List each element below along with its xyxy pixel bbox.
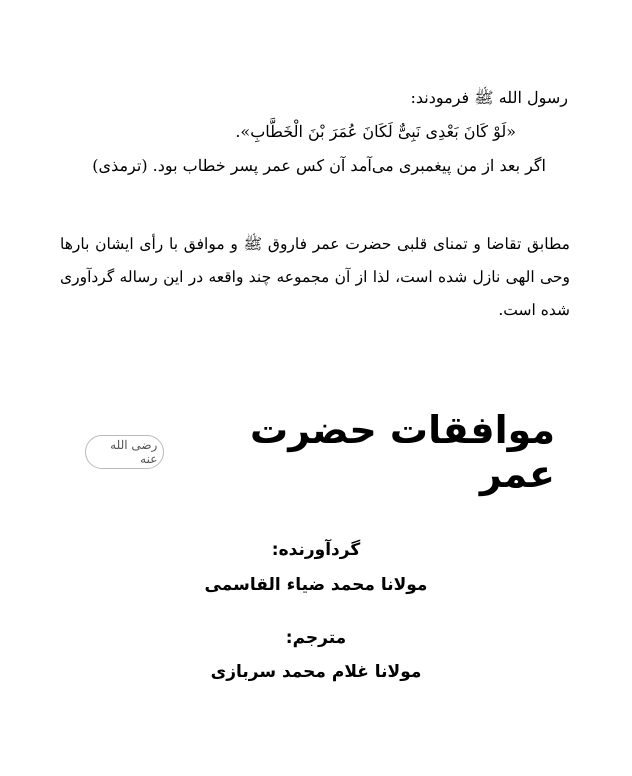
compiler-label: گردآورنده:	[271, 540, 361, 560]
book-title-text: موافقات حضرت عمر	[250, 408, 555, 496]
translator-label: مترجم:	[285, 628, 347, 648]
hadith-intro: رسول الله ﷺ فرمودند:	[410, 88, 568, 107]
book-title	[85, 408, 555, 496]
hadith-translation: اگر بعد از من پیغمبری می‌آمد آن کس عمر پسر خطاب بود. (ترمذی)	[92, 156, 546, 175]
hadith-arabic-text: «لَوْ كَانَ بَعْدِی نَبِیٌّ لَكَانَ عُمَرَ بْنَ الْخَطَّابِ».	[235, 122, 516, 141]
honorific-calligraphy: رضی الله عنه	[85, 435, 164, 469]
translator-name: مولانا غلام محمد سربازی	[210, 662, 422, 682]
description-paragraph: مطابق تقاضا و تمنای قلبی حضرت عمر فاروق ﷺ و موافق با رأی ایشان بارها وحی الهی نازل شده است، لذا از آن مجموعه چند واقعه در این رساله گردآوری شده است.	[60, 235, 570, 319]
compiler-name: مولانا محمد ضیاء القاسمی	[204, 575, 428, 595]
